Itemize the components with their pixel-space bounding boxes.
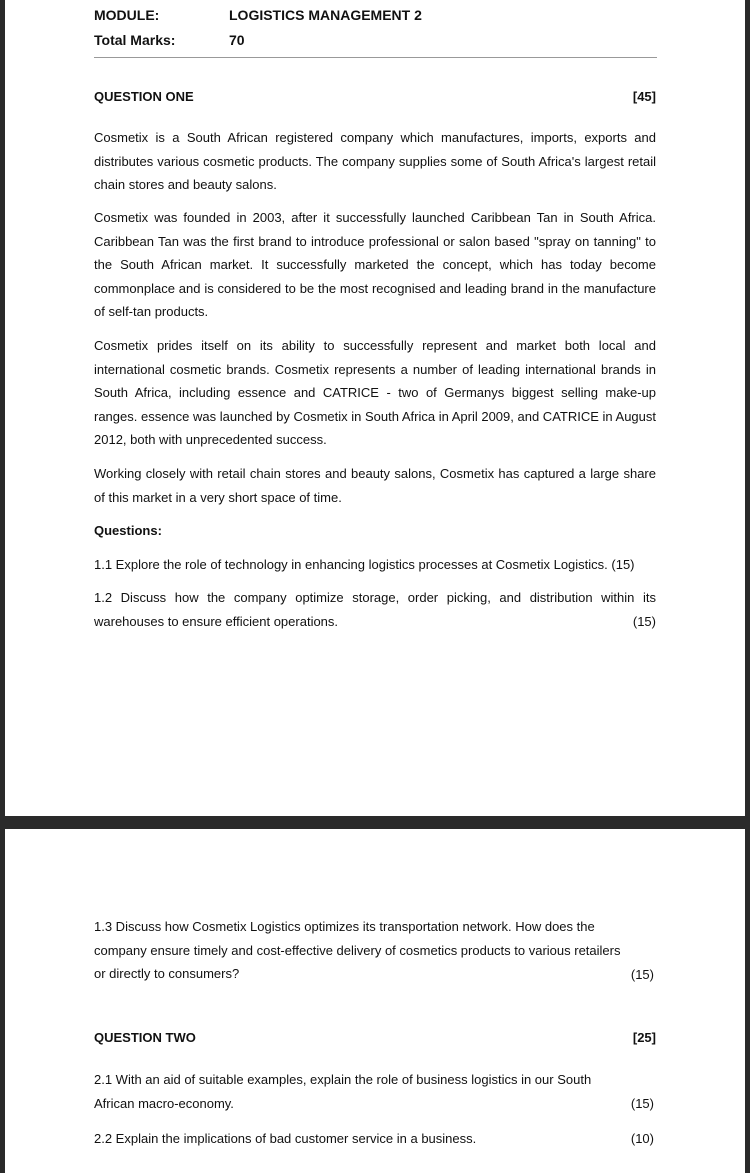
questions-label: Questions: — [94, 523, 162, 538]
question-1-1: 1.1 Explore the role of technology in enhancing logistics processes at Cosmetix Logistics. (15) — [94, 557, 635, 572]
question-1-3-marks: (15) — [630, 967, 654, 982]
module-value: LOGISTICS MANAGEMENT 2 — [229, 7, 422, 23]
question-one-title: QUESTION ONE — [94, 89, 194, 104]
paragraph-3: Cosmetix prides itself on its ability to successfully represent and market both local and international cosmetic brands. Cosmetix represents a number of leading international brands in South Africa, including essence and CATRICE - two of Germanys biggest selling make-up ranges. essence was launched by Cosmetix in South Africa in April 2009, and CATRICE in August 2012, both with unprecedented success. — [94, 338, 656, 447]
paragraph-4: Working closely with retail chain stores and beauty salons, Cosmetix has captured a large share of this market in a very short space of time. — [94, 466, 656, 505]
question-two-marks: [25] — [632, 1030, 656, 1045]
paragraph-1: Cosmetix is a South African registered company which manufactures, imports, exports and distributes various cosmetic products. The company supplies some of South Africa's largest retail chain stores and beauty salons. — [94, 130, 656, 192]
total-marks-label: Total Marks: — [94, 32, 176, 48]
question-2-2-marks: (10) — [630, 1131, 654, 1146]
question-one-marks: [45] — [632, 89, 656, 104]
question-1-3-text: 1.3 Discuss how Cosmetix Logistics optimizes its transportation network. How does the company ensure timely and cost-effective delivery of cosmetics products to various retailers or directly to consumers? — [94, 919, 621, 981]
total-marks-value: 70 — [229, 32, 245, 48]
page-2 — [5, 829, 745, 1173]
question-2-2-text: 2.2 Explain the implications of bad customer service in a business. — [94, 1131, 477, 1146]
paragraph-2: Cosmetix was founded in 2003, after it successfully launched Caribbean Tan in South Africa. Caribbean Tan was the first brand to introduce professional or salon based "spray on tanning" to the South African market. It successfully marketed the concept, which has today become commonplace and is considered to be the most recognised and leading brand in the manufacture of self-tan products. — [94, 210, 656, 319]
header-divider — [94, 57, 657, 58]
question-1-2 — [94, 586, 656, 633]
question-1-2-text: 1.2 Discuss how the company optimize storage, order picking, and distribution within its warehouses to ensure efficient operations. — [94, 590, 656, 629]
module-label: MODULE: — [94, 7, 160, 23]
question-1-2-marks: (15) — [632, 614, 656, 629]
question-two-title: QUESTION TWO — [94, 1030, 196, 1045]
question-2-1-marks: (15) — [630, 1096, 654, 1111]
page-1 — [5, 0, 745, 816]
question-2-1-text: 2.1 With an aid of suitable examples, explain the role of business logistics in our South African macro-economy. — [94, 1072, 592, 1111]
